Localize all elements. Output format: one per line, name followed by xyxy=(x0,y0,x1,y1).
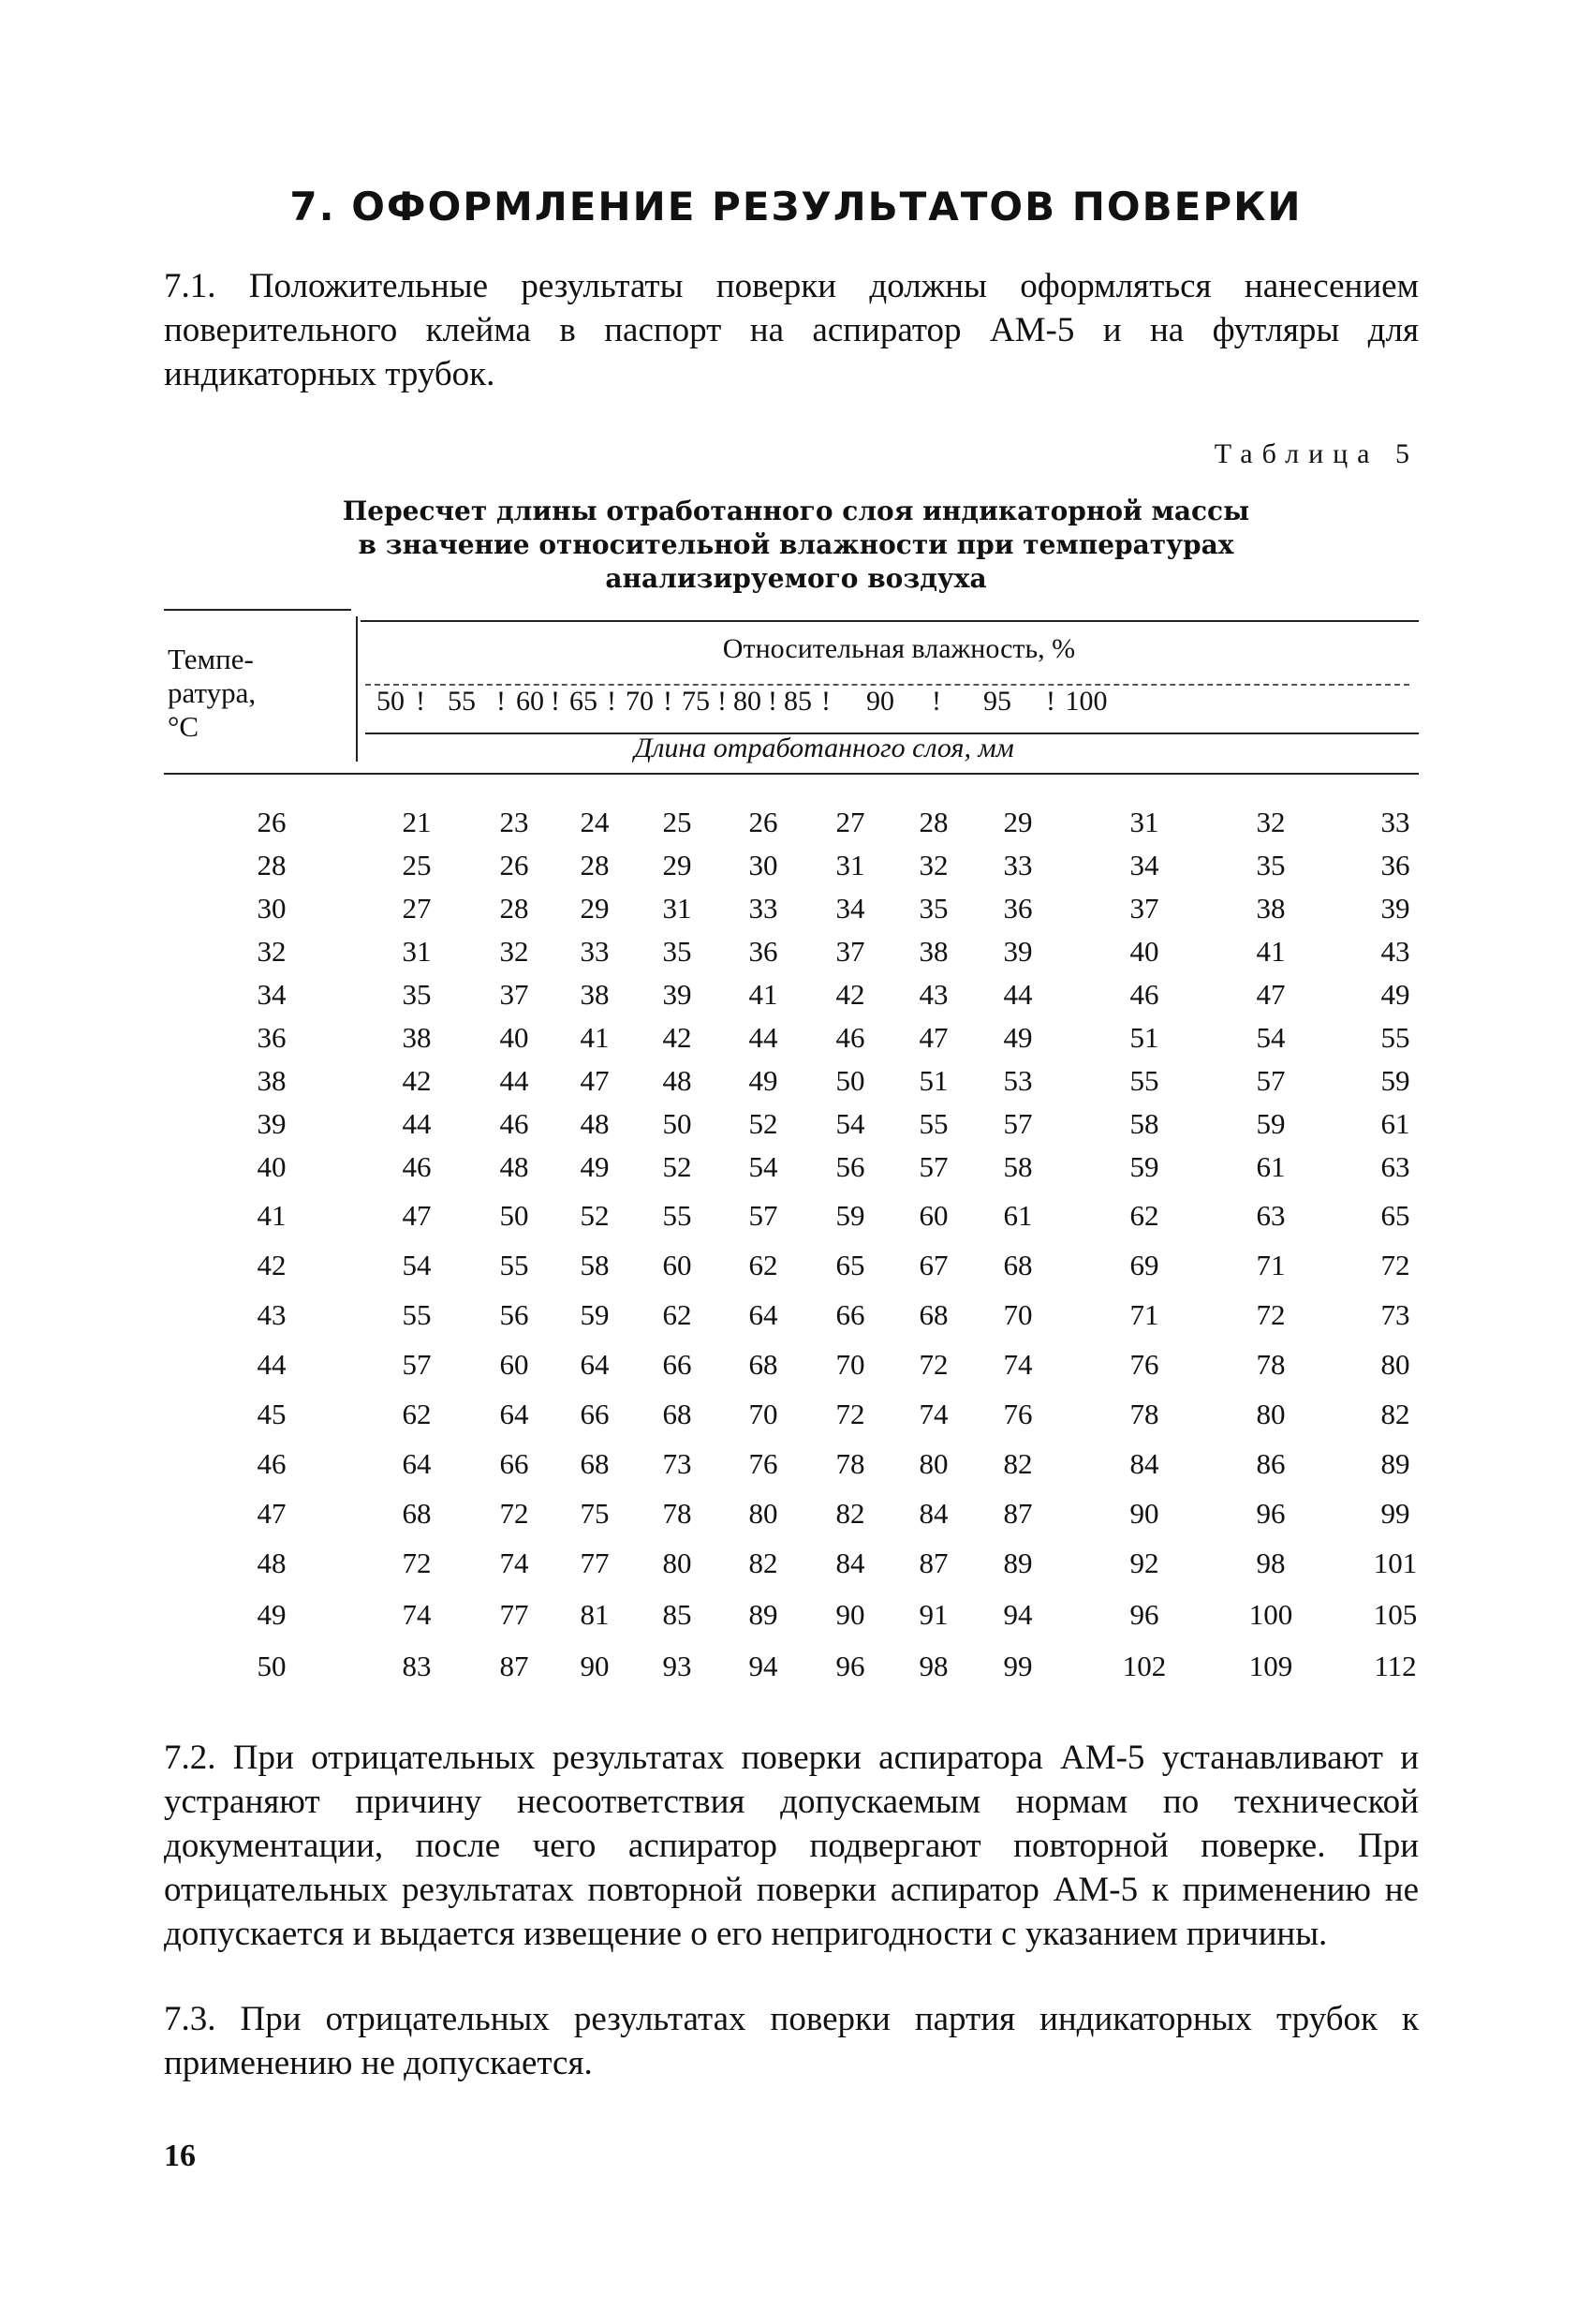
length-cell: 54 xyxy=(835,1107,865,1140)
temperature-cell: 36 xyxy=(257,1021,287,1054)
length-cell: 87 xyxy=(919,1547,949,1579)
table-caption-line: анализируемого воздуха xyxy=(605,563,987,594)
length-cell: 72 xyxy=(1380,1249,1410,1281)
length-cell: 66 xyxy=(580,1398,610,1430)
temperature-cell: 28 xyxy=(257,849,287,881)
length-cell: 64 xyxy=(748,1298,778,1331)
column-separator: ! xyxy=(1046,686,1055,717)
column-separator: ! xyxy=(416,686,425,717)
column-separator: ! xyxy=(821,686,831,717)
length-cell: 35 xyxy=(402,978,432,1011)
length-cell: 80 xyxy=(1380,1348,1410,1381)
table-row xyxy=(164,935,1419,976)
table-row xyxy=(164,1348,1419,1389)
length-cell: 76 xyxy=(1003,1398,1033,1430)
length-cell: 38 xyxy=(1256,892,1286,925)
length-cell: 49 xyxy=(580,1150,610,1183)
length-cell: 67 xyxy=(919,1249,949,1281)
length-cell: 42 xyxy=(835,978,865,1011)
length-cell: 73 xyxy=(1380,1298,1410,1331)
temperature-cell: 41 xyxy=(257,1199,287,1232)
length-cell: 36 xyxy=(748,935,778,968)
humidity-col: 90 xyxy=(866,686,894,717)
length-cell: 60 xyxy=(919,1199,949,1232)
temperature-cell: 44 xyxy=(257,1348,287,1381)
humidity-col: 100 xyxy=(1065,686,1108,717)
length-cell: 47 xyxy=(1256,978,1286,1011)
length-cell: 91 xyxy=(919,1598,949,1631)
length-cell: 98 xyxy=(919,1650,949,1682)
length-cell: 90 xyxy=(835,1598,865,1631)
length-cell: 26 xyxy=(499,849,529,881)
humidity-col: 85 xyxy=(784,686,812,717)
length-cell: 86 xyxy=(1256,1447,1286,1480)
length-cell: 78 xyxy=(1129,1398,1159,1430)
length-cell: 38 xyxy=(580,978,610,1011)
table-row xyxy=(164,1497,1419,1538)
length-cell: 46 xyxy=(835,1021,865,1054)
length-cell: 85 xyxy=(662,1598,692,1631)
length-cell: 37 xyxy=(499,978,529,1011)
temperature-cell: 46 xyxy=(257,1447,287,1480)
length-cell: 87 xyxy=(499,1650,529,1682)
length-cell: 50 xyxy=(662,1107,692,1140)
length-cell: 84 xyxy=(835,1547,865,1579)
length-cell: 59 xyxy=(1129,1150,1159,1183)
temperature-cell: 32 xyxy=(257,935,287,968)
temperature-header-line: ратура, xyxy=(168,676,257,709)
length-cell: 32 xyxy=(499,935,529,968)
length-cell: 39 xyxy=(1380,892,1410,925)
table-row xyxy=(164,1650,1419,1691)
length-cell: 29 xyxy=(1003,806,1033,838)
length-cell: 64 xyxy=(499,1398,529,1430)
length-cell: 68 xyxy=(748,1348,778,1381)
length-cell: 60 xyxy=(662,1249,692,1281)
length-cell: 66 xyxy=(662,1348,692,1381)
table-caption xyxy=(281,495,1311,596)
length-cell: 48 xyxy=(499,1150,529,1183)
length-cell: 57 xyxy=(1256,1064,1286,1097)
length-cell: 50 xyxy=(499,1199,529,1232)
length-cell: 47 xyxy=(580,1064,610,1097)
length-cell: 48 xyxy=(580,1107,610,1140)
length-cell: 59 xyxy=(1380,1064,1410,1097)
paragraph-7-3: 7.3. При отрицательных результатах поверки партия индикаторных трубок к применению не допускается. xyxy=(164,2000,1419,2082)
humidity-col: 70 xyxy=(626,686,654,717)
length-cell: 80 xyxy=(748,1497,778,1530)
length-cell: 35 xyxy=(662,935,692,968)
length-cell: 55 xyxy=(1380,1021,1410,1054)
length-cell: 58 xyxy=(1003,1150,1033,1183)
length-cell: 55 xyxy=(499,1249,529,1281)
length-cell: 63 xyxy=(1256,1199,1286,1232)
humidity-col: 60 xyxy=(516,686,544,717)
length-cell: 72 xyxy=(835,1398,865,1430)
length-cell: 98 xyxy=(1256,1547,1286,1579)
length-cell: 68 xyxy=(402,1497,432,1530)
length-cell: 58 xyxy=(580,1249,610,1281)
temperature-cell: 43 xyxy=(257,1298,287,1331)
temperature-header xyxy=(168,643,355,744)
length-cell: 41 xyxy=(748,978,778,1011)
temperature-cell: 49 xyxy=(257,1598,287,1631)
length-cell: 102 xyxy=(1122,1650,1167,1682)
length-cell: 92 xyxy=(1129,1547,1159,1579)
length-cell: 25 xyxy=(662,806,692,838)
column-separator: ! xyxy=(768,686,777,717)
length-cell: 94 xyxy=(1003,1598,1033,1631)
length-cell: 72 xyxy=(402,1547,432,1579)
table-row xyxy=(164,978,1419,1019)
length-cell: 78 xyxy=(662,1497,692,1530)
length-cell: 56 xyxy=(835,1150,865,1183)
length-cell: 66 xyxy=(499,1447,529,1480)
length-cell: 89 xyxy=(1380,1447,1410,1480)
length-cell: 55 xyxy=(402,1298,432,1331)
length-cell: 32 xyxy=(1256,806,1286,838)
length-cell: 68 xyxy=(662,1398,692,1430)
length-cell: 24 xyxy=(580,806,610,838)
length-cell: 44 xyxy=(499,1064,529,1097)
length-cell: 72 xyxy=(919,1348,949,1381)
table-row xyxy=(164,1021,1419,1062)
length-cell: 62 xyxy=(662,1298,692,1331)
table-row xyxy=(164,892,1419,933)
length-cell: 80 xyxy=(662,1547,692,1579)
length-cell: 57 xyxy=(1003,1107,1033,1140)
length-cell: 70 xyxy=(748,1398,778,1430)
table-row xyxy=(164,1598,1419,1639)
length-cell: 35 xyxy=(1256,849,1286,881)
length-cell: 89 xyxy=(1003,1547,1033,1579)
length-cell: 36 xyxy=(1003,892,1033,925)
length-cell: 70 xyxy=(835,1348,865,1381)
length-cell: 61 xyxy=(1003,1199,1033,1232)
length-cell: 33 xyxy=(1380,806,1410,838)
length-cell: 52 xyxy=(662,1150,692,1183)
length-cell: 77 xyxy=(580,1547,610,1579)
temperature-cell: 39 xyxy=(257,1107,287,1140)
length-cell: 49 xyxy=(748,1064,778,1097)
length-cell: 57 xyxy=(919,1150,949,1183)
length-cell: 78 xyxy=(1256,1348,1286,1381)
table-row xyxy=(164,1398,1419,1439)
length-cell: 48 xyxy=(662,1064,692,1097)
length-cell: 31 xyxy=(662,892,692,925)
length-cell: 68 xyxy=(580,1447,610,1480)
length-cell: 38 xyxy=(402,1021,432,1054)
table-row xyxy=(164,1298,1419,1340)
length-cell: 59 xyxy=(835,1199,865,1232)
table-row xyxy=(164,849,1419,890)
length-cell: 21 xyxy=(402,806,432,838)
length-cell: 57 xyxy=(748,1199,778,1232)
length-cell: 43 xyxy=(1380,935,1410,968)
temperature-cell: 48 xyxy=(257,1547,287,1579)
length-cell: 30 xyxy=(748,849,778,881)
length-cell: 54 xyxy=(402,1249,432,1281)
length-cell: 70 xyxy=(1003,1298,1033,1331)
length-cell: 93 xyxy=(662,1650,692,1682)
humidity-col: 55 xyxy=(448,686,476,717)
temperature-cell: 45 xyxy=(257,1398,287,1430)
length-cell: 52 xyxy=(748,1107,778,1140)
length-cell: 82 xyxy=(748,1547,778,1579)
length-cell: 26 xyxy=(748,806,778,838)
length-cell: 62 xyxy=(1129,1199,1159,1232)
length-cell: 32 xyxy=(919,849,949,881)
length-cell: 78 xyxy=(835,1447,865,1480)
length-cell: 84 xyxy=(1129,1447,1159,1480)
length-cell: 96 xyxy=(835,1650,865,1682)
table-label: Таблица 5 xyxy=(1214,438,1419,469)
length-cell: 34 xyxy=(1129,849,1159,881)
length-cell: 64 xyxy=(402,1447,432,1480)
length-cell: 82 xyxy=(835,1497,865,1530)
humidity-col: 95 xyxy=(983,686,1011,717)
length-cell: 55 xyxy=(1129,1064,1159,1097)
length-cell: 28 xyxy=(499,892,529,925)
section-heading: 7. ОФОРМЛЕНИЕ РЕЗУЛЬТАТОВ ПОВЕРКИ xyxy=(289,184,1303,229)
length-cell: 74 xyxy=(499,1547,529,1579)
length-cell: 83 xyxy=(402,1650,432,1682)
length-cell: 112 xyxy=(1374,1650,1417,1682)
length-cell: 52 xyxy=(580,1199,610,1232)
length-cell: 42 xyxy=(402,1064,432,1097)
length-cell: 31 xyxy=(1129,806,1159,838)
length-cell: 90 xyxy=(1129,1497,1159,1530)
temperature-header-line: °С xyxy=(168,710,199,743)
length-cell: 27 xyxy=(402,892,432,925)
length-cell: 71 xyxy=(1129,1298,1159,1331)
length-cell: 42 xyxy=(662,1021,692,1054)
length-cell: 101 xyxy=(1373,1547,1418,1579)
length-cell: 74 xyxy=(402,1598,432,1631)
humidity-col: 75 xyxy=(682,686,710,717)
length-cell: 73 xyxy=(662,1447,692,1480)
column-separator: ! xyxy=(607,686,616,717)
table-row xyxy=(164,1107,1419,1148)
length-cell: 89 xyxy=(748,1598,778,1631)
length-cell: 72 xyxy=(1256,1298,1286,1331)
length-cell: 68 xyxy=(919,1298,949,1331)
length-cell: 71 xyxy=(1256,1249,1286,1281)
length-cell: 43 xyxy=(919,978,949,1011)
length-cell: 62 xyxy=(748,1249,778,1281)
length-cell: 109 xyxy=(1248,1650,1293,1682)
humidity-columns xyxy=(356,686,1419,723)
length-cell: 33 xyxy=(748,892,778,925)
table-row xyxy=(164,1447,1419,1488)
length-cell: 57 xyxy=(402,1348,432,1381)
column-separator: ! xyxy=(663,686,672,717)
length-cell: 40 xyxy=(1129,935,1159,968)
length-cell: 62 xyxy=(402,1398,432,1430)
length-cell: 76 xyxy=(1129,1348,1159,1381)
length-cell: 56 xyxy=(499,1298,529,1331)
length-cell: 25 xyxy=(402,849,432,881)
length-cell: 51 xyxy=(1129,1021,1159,1054)
length-cell: 33 xyxy=(1003,849,1033,881)
length-cell: 29 xyxy=(580,892,610,925)
length-cell: 99 xyxy=(1003,1650,1033,1682)
length-cell: 72 xyxy=(499,1497,529,1530)
length-cell: 27 xyxy=(835,806,865,838)
column-separator: ! xyxy=(717,686,727,717)
length-cell: 44 xyxy=(402,1107,432,1140)
table-row xyxy=(164,1064,1419,1105)
length-cell: 82 xyxy=(1003,1447,1033,1480)
length-cell: 96 xyxy=(1256,1497,1286,1530)
length-cell: 87 xyxy=(1003,1497,1033,1530)
length-cell: 80 xyxy=(1256,1398,1286,1430)
column-separator: ! xyxy=(932,686,941,717)
length-cell: 53 xyxy=(1003,1064,1033,1097)
temperature-cell: 40 xyxy=(257,1150,287,1183)
length-cell: 55 xyxy=(662,1199,692,1232)
length-cell: 63 xyxy=(1380,1150,1410,1183)
page-number: 16 xyxy=(164,2139,196,2173)
length-cell: 59 xyxy=(580,1298,610,1331)
length-cell: 99 xyxy=(1380,1497,1410,1530)
length-cell: 55 xyxy=(919,1107,949,1140)
length-cell: 100 xyxy=(1248,1598,1293,1631)
length-cell: 35 xyxy=(919,892,949,925)
length-cell: 37 xyxy=(835,935,865,968)
temperature-cell: 50 xyxy=(257,1650,287,1682)
length-cell: 61 xyxy=(1256,1150,1286,1183)
length-cell: 76 xyxy=(748,1447,778,1480)
length-header: Длина отработанного слоя, мм xyxy=(634,733,1014,763)
length-cell: 68 xyxy=(1003,1249,1033,1281)
length-cell: 29 xyxy=(662,849,692,881)
length-cell: 69 xyxy=(1129,1249,1159,1281)
length-cell: 23 xyxy=(499,806,529,838)
length-cell: 74 xyxy=(1003,1348,1033,1381)
length-cell: 84 xyxy=(919,1497,949,1530)
length-cell: 33 xyxy=(580,935,610,968)
temperature-cell: 34 xyxy=(257,978,287,1011)
humidity-col: 50 xyxy=(376,686,405,717)
length-cell: 28 xyxy=(580,849,610,881)
length-cell: 94 xyxy=(748,1650,778,1682)
length-cell: 96 xyxy=(1129,1598,1159,1631)
column-separator: ! xyxy=(551,686,560,717)
humidity-col: 65 xyxy=(569,686,597,717)
length-cell: 36 xyxy=(1380,849,1410,881)
length-cell: 66 xyxy=(835,1298,865,1331)
length-cell: 44 xyxy=(748,1021,778,1054)
table-top-rule-left xyxy=(164,609,351,611)
temperature-cell: 47 xyxy=(257,1497,287,1530)
temperature-header-line: Темпе- xyxy=(168,643,254,675)
length-cell: 46 xyxy=(402,1150,432,1183)
temperature-cell: 30 xyxy=(257,892,287,925)
paragraph-7-1: 7.1. Положительные результаты поверки должны оформляться нанесением поверительного клейма в паспорт на аспиратор АМ-5 и на футляры для индикаторных трубок. xyxy=(164,267,1419,393)
length-cell: 41 xyxy=(580,1021,610,1054)
length-cell: 54 xyxy=(1256,1021,1286,1054)
length-cell: 60 xyxy=(499,1348,529,1381)
temperature-cell: 26 xyxy=(257,806,287,838)
length-cell: 58 xyxy=(1129,1107,1159,1140)
length-cell: 90 xyxy=(580,1650,610,1682)
length-cell: 47 xyxy=(919,1021,949,1054)
length-cell: 37 xyxy=(1129,892,1159,925)
table-header-bottom-rule xyxy=(164,773,1419,775)
temperature-cell: 38 xyxy=(257,1064,287,1097)
length-cell: 41 xyxy=(1256,935,1286,968)
temperature-cell: 42 xyxy=(257,1249,287,1281)
table-row xyxy=(164,1150,1419,1192)
humidity-col: 80 xyxy=(733,686,761,717)
table-row xyxy=(164,1547,1419,1588)
length-cell: 31 xyxy=(402,935,432,968)
paragraph-7-2: 7.2. При отрицательных результатах поверки аспиратора АМ-5 устанавливают и устраняют причину несоответствия допускаемым нормам по технической документации, после чего аспиратор подвергают повторной поверке. При отрицательных результатах повторной поверки аспиратор АМ-5 к применению не допускается и выдается извещение о его непригодности с указанием причины. xyxy=(164,1739,1419,1953)
length-cell: 38 xyxy=(919,935,949,968)
length-cell: 50 xyxy=(835,1064,865,1097)
length-cell: 39 xyxy=(1003,935,1033,968)
table-caption-line: Пересчет длины отработанного слоя индикаторной массы xyxy=(342,496,1250,526)
length-cell: 59 xyxy=(1256,1107,1286,1140)
length-cell: 105 xyxy=(1373,1598,1418,1631)
length-cell: 46 xyxy=(1129,978,1159,1011)
length-cell: 74 xyxy=(919,1398,949,1430)
length-cell: 31 xyxy=(835,849,865,881)
length-cell: 64 xyxy=(580,1348,610,1381)
length-cell: 80 xyxy=(919,1447,949,1480)
table-header xyxy=(164,609,1419,773)
length-cell: 75 xyxy=(580,1497,610,1530)
length-cell: 49 xyxy=(1380,978,1410,1011)
length-cell: 81 xyxy=(580,1598,610,1631)
table-row xyxy=(164,806,1419,847)
length-cell: 54 xyxy=(748,1150,778,1183)
length-cell: 39 xyxy=(662,978,692,1011)
length-cell: 51 xyxy=(919,1064,949,1097)
length-cell: 44 xyxy=(1003,978,1033,1011)
length-cell: 34 xyxy=(835,892,865,925)
table-top-rule-right xyxy=(361,620,1419,622)
table-caption-line: в значение относительной влажности при температурах xyxy=(358,529,1234,560)
length-cell: 65 xyxy=(835,1249,865,1281)
table-row xyxy=(164,1249,1419,1290)
length-cell: 77 xyxy=(499,1598,529,1631)
length-cell: 65 xyxy=(1380,1199,1410,1232)
humidity-header: Относительная влажность, % xyxy=(722,633,1076,664)
length-cell: 61 xyxy=(1380,1107,1410,1140)
length-cell: 82 xyxy=(1380,1398,1410,1430)
length-cell: 40 xyxy=(499,1021,529,1054)
column-separator: ! xyxy=(496,686,506,717)
length-cell: 49 xyxy=(1003,1021,1033,1054)
length-cell: 47 xyxy=(402,1199,432,1232)
table-row xyxy=(164,1199,1419,1240)
length-cell: 28 xyxy=(919,806,949,838)
length-cell: 46 xyxy=(499,1107,529,1140)
